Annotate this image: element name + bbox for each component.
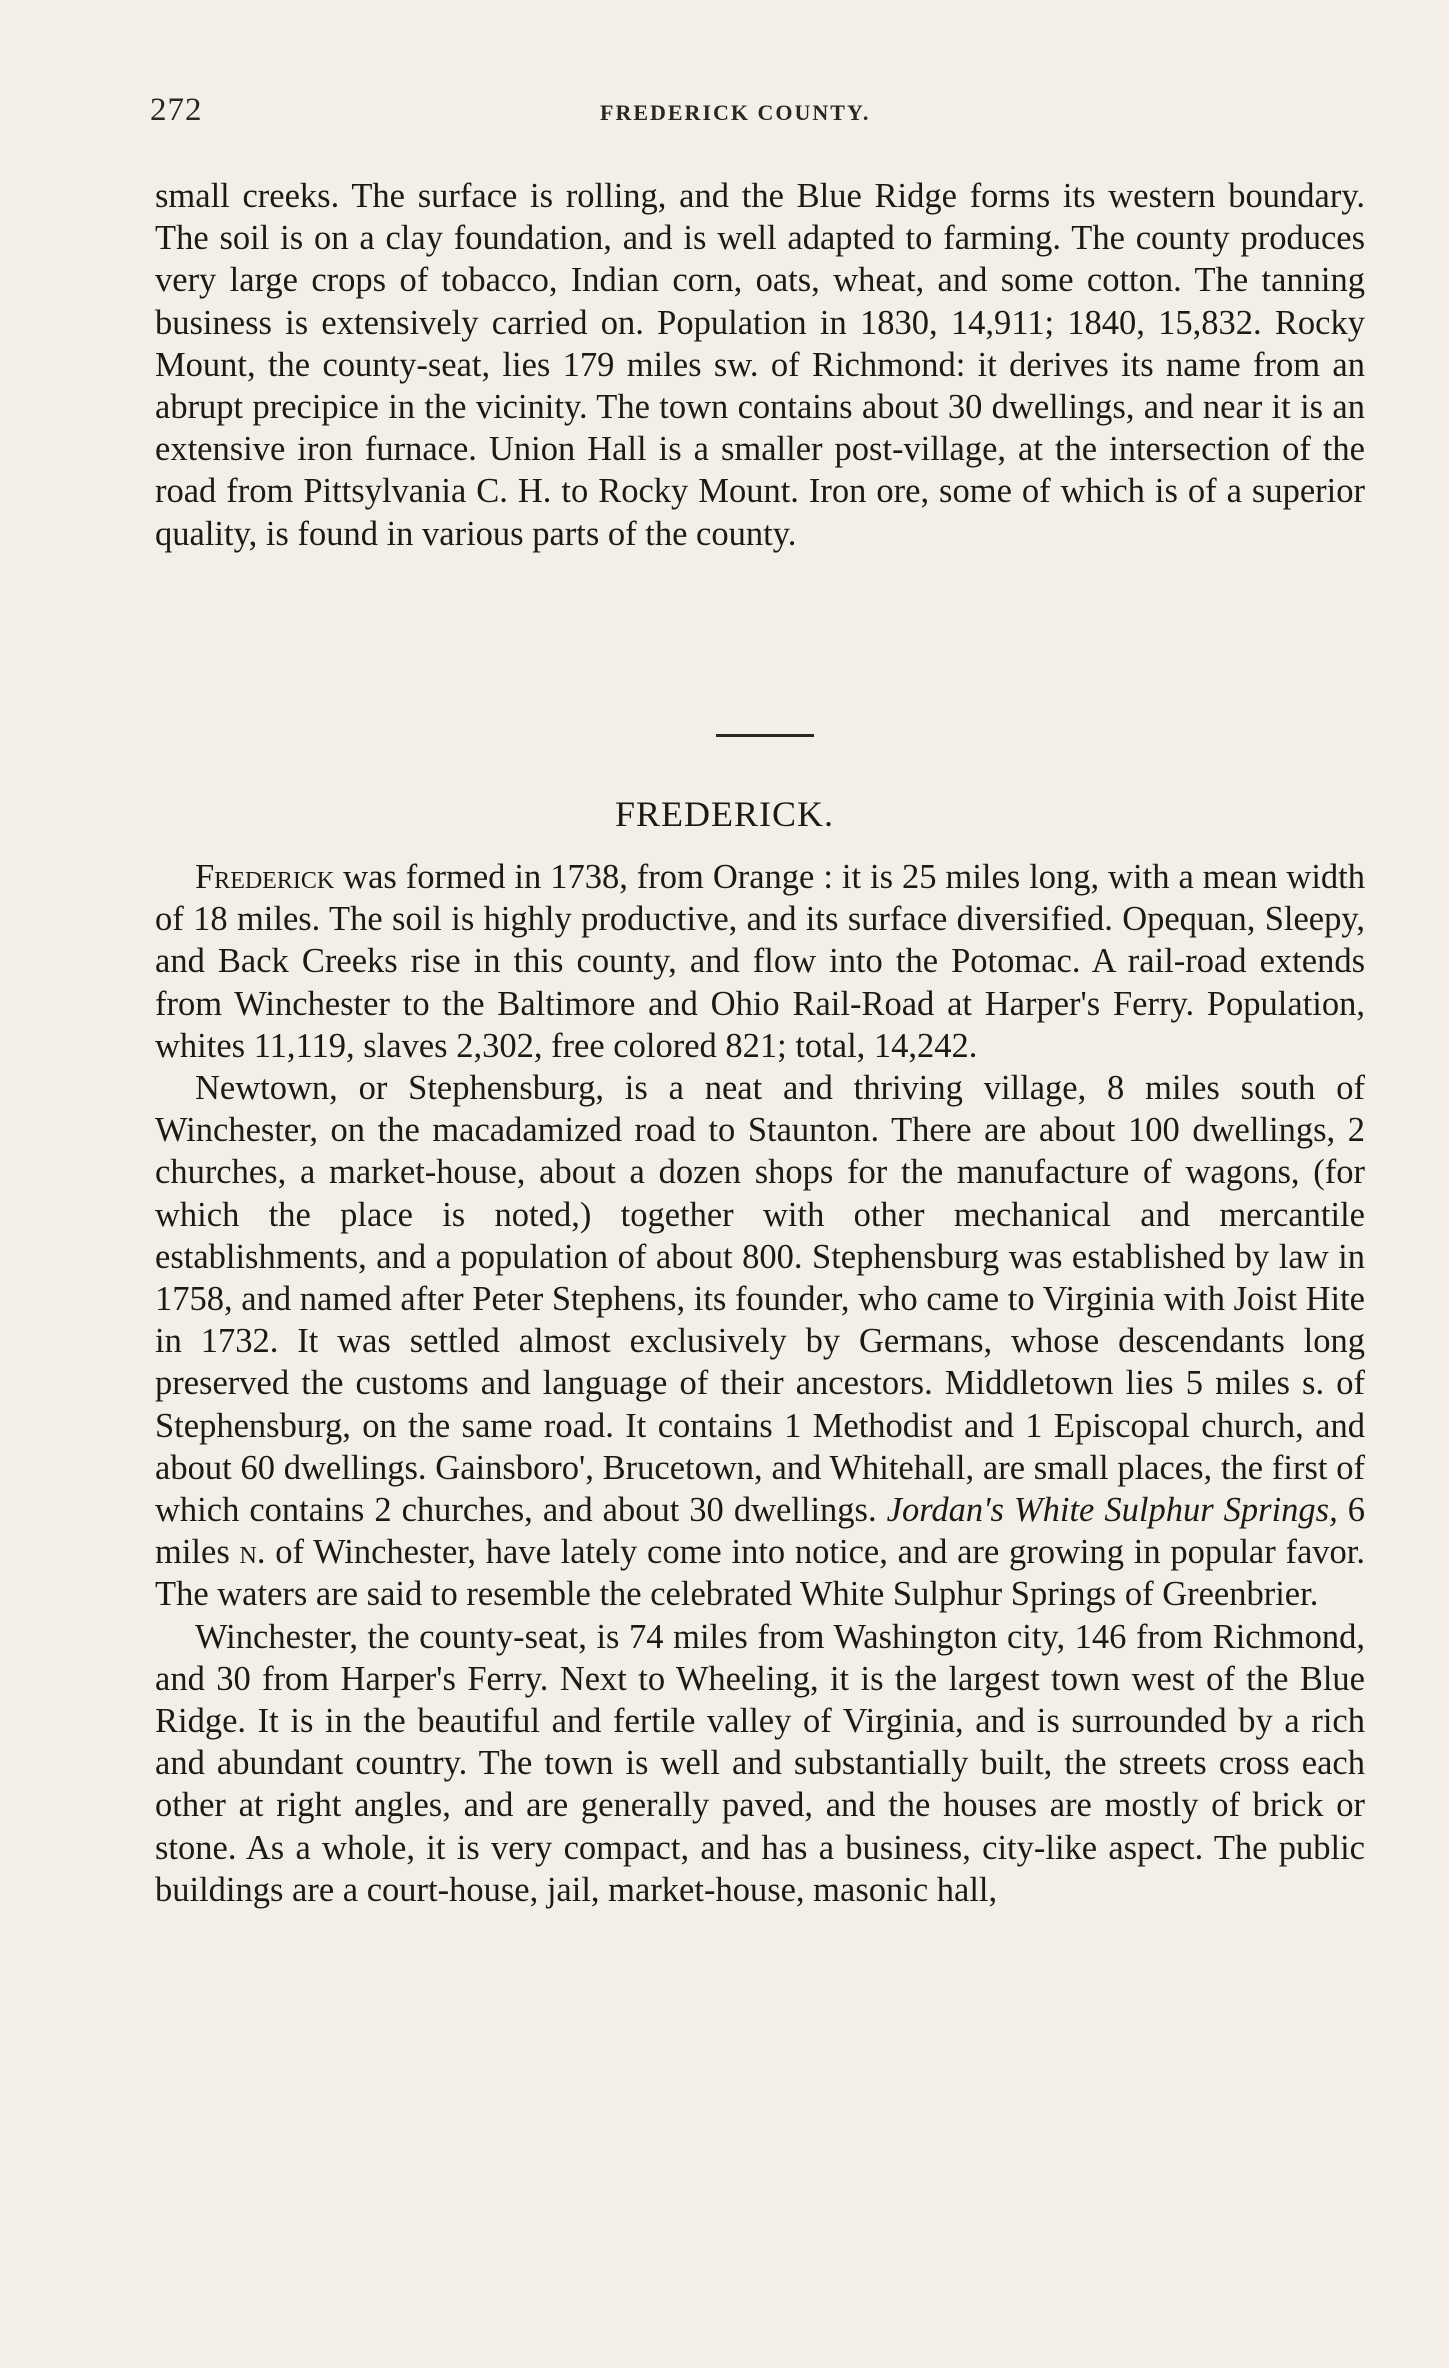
- direction-abbrev: n.: [239, 1533, 266, 1572]
- running-title: FREDERICK COUNTY.: [600, 100, 871, 125]
- page-number: 272: [150, 92, 203, 128]
- section-divider: [716, 734, 814, 737]
- intro-text: [155, 175, 1365, 555]
- paragraph-formation: [155, 856, 1365, 1067]
- section-body: [155, 856, 1365, 1911]
- section-heading: FREDERICK.: [614, 794, 835, 834]
- paragraph-towns-text-1: Newtown, or Stephensburg, is a neat and thriving village, 8 miles south of Winchester, on the macadamized road to Staunton. There are about 100 dwellings, 2 churches, a market-house, about a dozen shops for the manufacture of wagons, (for which the place is noted,) together with other mechanical and mercantile establishments, and a population of about 800. Stephensburg was established by law in 1758, and named after Peter Stephens, its founder, who came to Virginia with Joist Hite in 1732. It was settled almost exclusively by Germans, whose descendants long preserved the customs and language of their ancestors. Middletown lies 5 miles s. of Stephensburg, on the same road. It contains 1 Methodist and 1 Episcopal church, and about 60 dwellings. Gainsboro', Brucetown, and Whitehall, are small places, the first of which contains 2 churches, and about 30 dwellings.: [155, 1069, 1365, 1530]
- paragraph-towns-text-3: of Winchester, have lately come into notice, and are growing in popular favor. The waters are said to resemble the celebrated White Sulphur Springs of Greenbrier.: [155, 1533, 1365, 1614]
- springs-name: Jordan's White Sulphur Springs,: [886, 1491, 1338, 1530]
- running-header: [150, 92, 1368, 132]
- lead-word: Frederick: [195, 858, 335, 896]
- paragraph-winchester: Winchester, the county-seat, is 74 miles from Washington city, 146 from Richmond, and 30 from Harper's Ferry. Next to Wheeling, it is the largest town west of the Blue Ridge. It is in the beautiful and fertile valley of Virginia, and is surrounded by a rich and abundant country. The town is well and substantially built, the streets cross each other at right angles, and are generally paved, and the houses are mostly of brick or stone. As a whole, it is very compact, and has a business, city-like aspect. The public buildings are a court-house, jail, market-house, masonic hall,: [155, 1617, 1365, 1909]
- paragraph-towns-text-2: 6 miles: [155, 1491, 1365, 1572]
- paragraph-formation-text: was formed in 1738, from Orange : it is 25 miles long, with a mean width of 18 miles. The soil is highly productive, and its surface diversified. Opequan, Sleepy, and Back Creeks rise in this county, and flow into the Potomac. A rail-road extends from Winchester to the Baltimore and Ohio Rail-Road at Harper's Ferry. Population, whites 11,119, slaves 2,302, free colored 821; total, 14,242.: [155, 858, 1365, 1065]
- intro-paragraph: small creeks. The surface is rolling, and the Blue Ridge forms its western boundary. The soil is on a clay foundation, and is well adapted to farming. The county produces very large crops of tobacco, Indian corn, oats, wheat, and some cotton. The tanning business is extensively carried on. Population in 1830, 14,911; 1840, 15,832. Rocky Mount, the county-seat, lies 179 miles sw. of Richmond: it derives its name from an abrupt precipice in the vicinity. The town contains about 30 dwellings, and near it is an extensive iron furnace. Union Hall is a smaller post-village, at the intersection of the road from Pittsylvania C. H. to Rocky Mount. Iron ore, some of which is of a superior quality, is found in various parts of the county.: [155, 177, 1365, 553]
- paragraph-towns: [155, 1067, 1365, 1616]
